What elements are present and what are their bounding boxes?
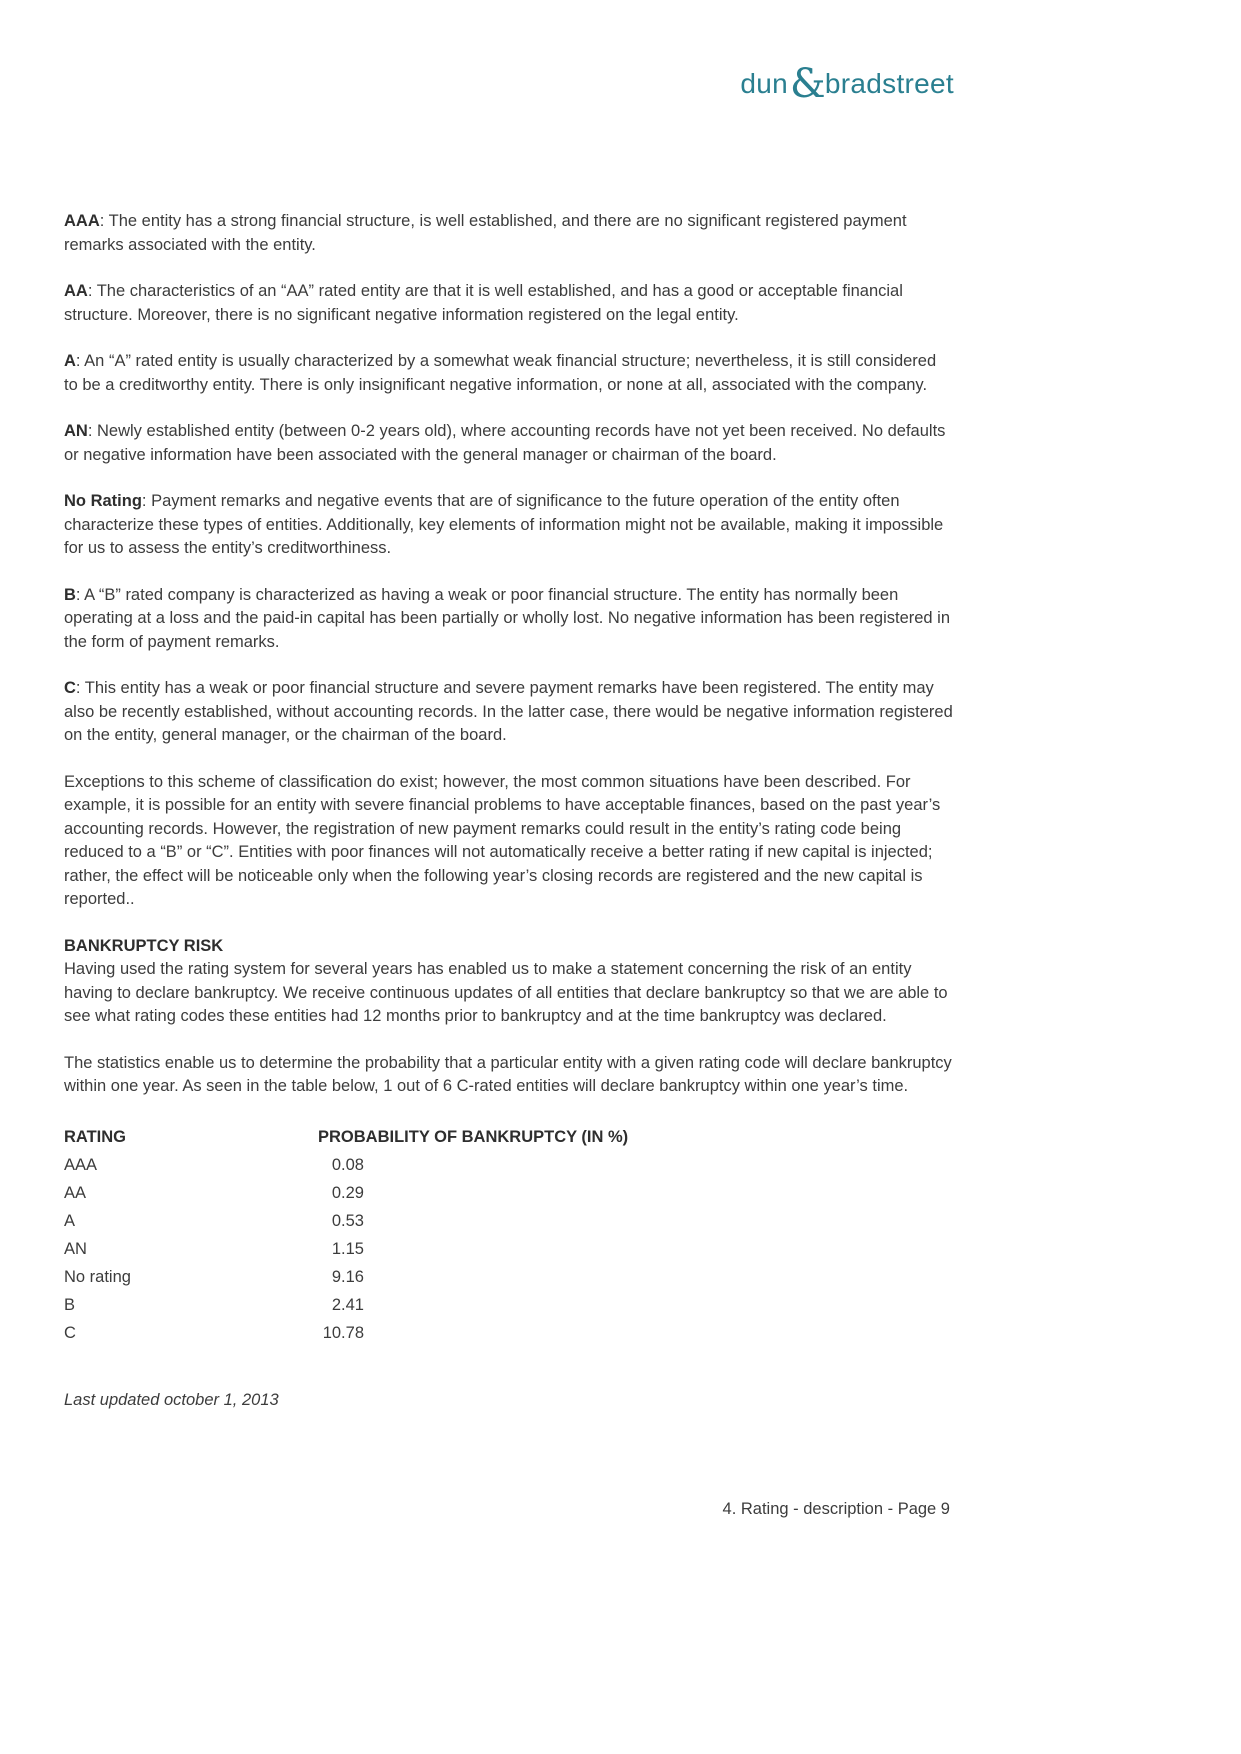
bankruptcy-paragraph-2: The statistics enable us to determine the probability that a particular entity with a given rating code will declare bankruptcy within one year. As seen in the table below, 1 out of 6 C-rated entities will declare bankruptcy within one year’s time. (64, 1053, 952, 1095)
dun-and-bradstreet-logo (740, 61, 954, 107)
paragraph-an (64, 420, 954, 467)
probability-cell: 9.16 (331, 1267, 364, 1286)
probability-cell: 0.53 (331, 1211, 364, 1230)
rating-cell: AA (64, 1183, 87, 1202)
document-content (64, 0, 954, 1412)
paragraph-c (64, 677, 954, 748)
logo-ampersand-icon: & (790, 61, 826, 107)
rating-cell: B (64, 1295, 76, 1314)
probability-cell: 10.78 (322, 1323, 364, 1342)
rating-term-c: C (64, 679, 76, 697)
exceptions-text: Exceptions to this scheme of classification do exist; however, the most common situations have been described. For example, it is possible for an entity with severe financial problems to have acceptable finances, based on the past year’s accounting records. However, the registration of new payment remarks could result in the entity’s rating code being reduced to a “B” or “C”. Entities with poor finances will not automatically receive a better rating if new capital is injected; rather, the effect will be noticeable only when the following year’s closing records are registered and the new capital is reported.. (64, 772, 941, 908)
footer-text: 4. Rating - description - Page 9 (722, 1500, 950, 1518)
table-row (64, 1151, 954, 1179)
paragraph-a (64, 350, 954, 397)
paragraph-no-rating (64, 490, 954, 561)
rating-cell: No rating (64, 1267, 131, 1286)
table-row (64, 1235, 954, 1263)
bankruptcy-risk-heading: BANKRUPTCY RISK (64, 936, 224, 955)
column-header-probability: PROBABILITY OF BANKRUPTCY (IN %) (318, 1127, 629, 1146)
rating-term-a: A (64, 352, 76, 370)
paragraph-b (64, 584, 954, 655)
table-row (64, 1179, 954, 1207)
rating-term-b: B (64, 585, 76, 604)
page-footer (723, 1500, 950, 1519)
paragraph-aa (64, 280, 954, 327)
table-row (64, 1291, 954, 1319)
column-header-rating: RATING (64, 1127, 127, 1146)
rating-term-an: AN (64, 422, 88, 440)
rating-cell: C (64, 1323, 76, 1342)
rating-description-no-rating: : Payment remarks and negative events that are of significance to the future operation of the entity often characterize these types of entities. Additionally, key elements of information might not be available, making it impossible for us to assess the entity’s creditworthiness. (64, 492, 944, 557)
rating-term-aa: AA (64, 282, 88, 300)
rating-term-aaa: AAA (64, 212, 100, 230)
paragraph-exceptions (64, 771, 954, 912)
last-updated-note: Last updated october 1, 2013 (64, 1390, 279, 1409)
rating-term-no-rating: No Rating (64, 492, 142, 510)
rating-cell: AAA (64, 1155, 98, 1174)
probability-cell: 0.29 (331, 1183, 364, 1202)
logo-dun-text: dun (740, 68, 789, 99)
rating-cell: AN (64, 1239, 87, 1258)
paragraph-aaa (64, 210, 954, 257)
rating-description-c: : This entity has a weak or poor financial structure and severe payment remarks have been registered. The entity may also be recently established, without accounting records. In the latter case, there would be negative information registered on the entity, general manager, or the chairman of the board. (64, 679, 953, 744)
probability-cell: 2.41 (331, 1295, 364, 1314)
table-row (64, 1263, 954, 1291)
probability-cell: 0.08 (331, 1155, 364, 1174)
table-row (64, 1319, 954, 1347)
rating-description-aaa: : The entity has a strong financial structure, is well established, and there are no significant registered payment remarks associated with the entity. (64, 212, 907, 254)
bankruptcy-paragraph-1: Having used the rating system for several years has enabled us to make a statement concerning the risk of an entity having to declare bankruptcy. We receive continuous updates of all entities that declare bankruptcy so that we are able to see what rating codes these entities had 12 months prior to bankruptcy and at the time bankruptcy was declared. (64, 960, 948, 1025)
bankruptcy-probability-table (64, 1123, 954, 1347)
rating-description-a: : An “A” rated entity is usually characterized by a somewhat weak financial structure; nevertheless, it is still considered to be a creditworthy entity. There is only insignificant negative information, or none at all, associated with the company. (64, 352, 937, 394)
probability-cell: 1.15 (331, 1239, 364, 1258)
logo-bradstreet-text: bradstreet (824, 68, 954, 99)
rating-cell: A (64, 1211, 76, 1230)
rating-description-aa: : The characteristics of an “AA” rated entity are that it is well established, and has a good or acceptable financial structure. Moreover, there is no significant negative information registered on the legal entity. (64, 282, 903, 324)
table-row (64, 1207, 954, 1235)
rating-description-an: : Newly established entity (between 0-2 years old), where accounting records have not yet been received. No defaults or negative information have been associated with the general manager or chairman of the board. (64, 422, 946, 464)
header (64, 61, 954, 112)
rating-description-b: : A “B” rated company is characterized as having a weak or poor financial structure. The entity has normally been operating at a loss and the paid-in capital has been partially or wholly lost. No negative information has been registered in the form of payment remarks. (64, 585, 951, 651)
table-header-row (64, 1123, 954, 1151)
